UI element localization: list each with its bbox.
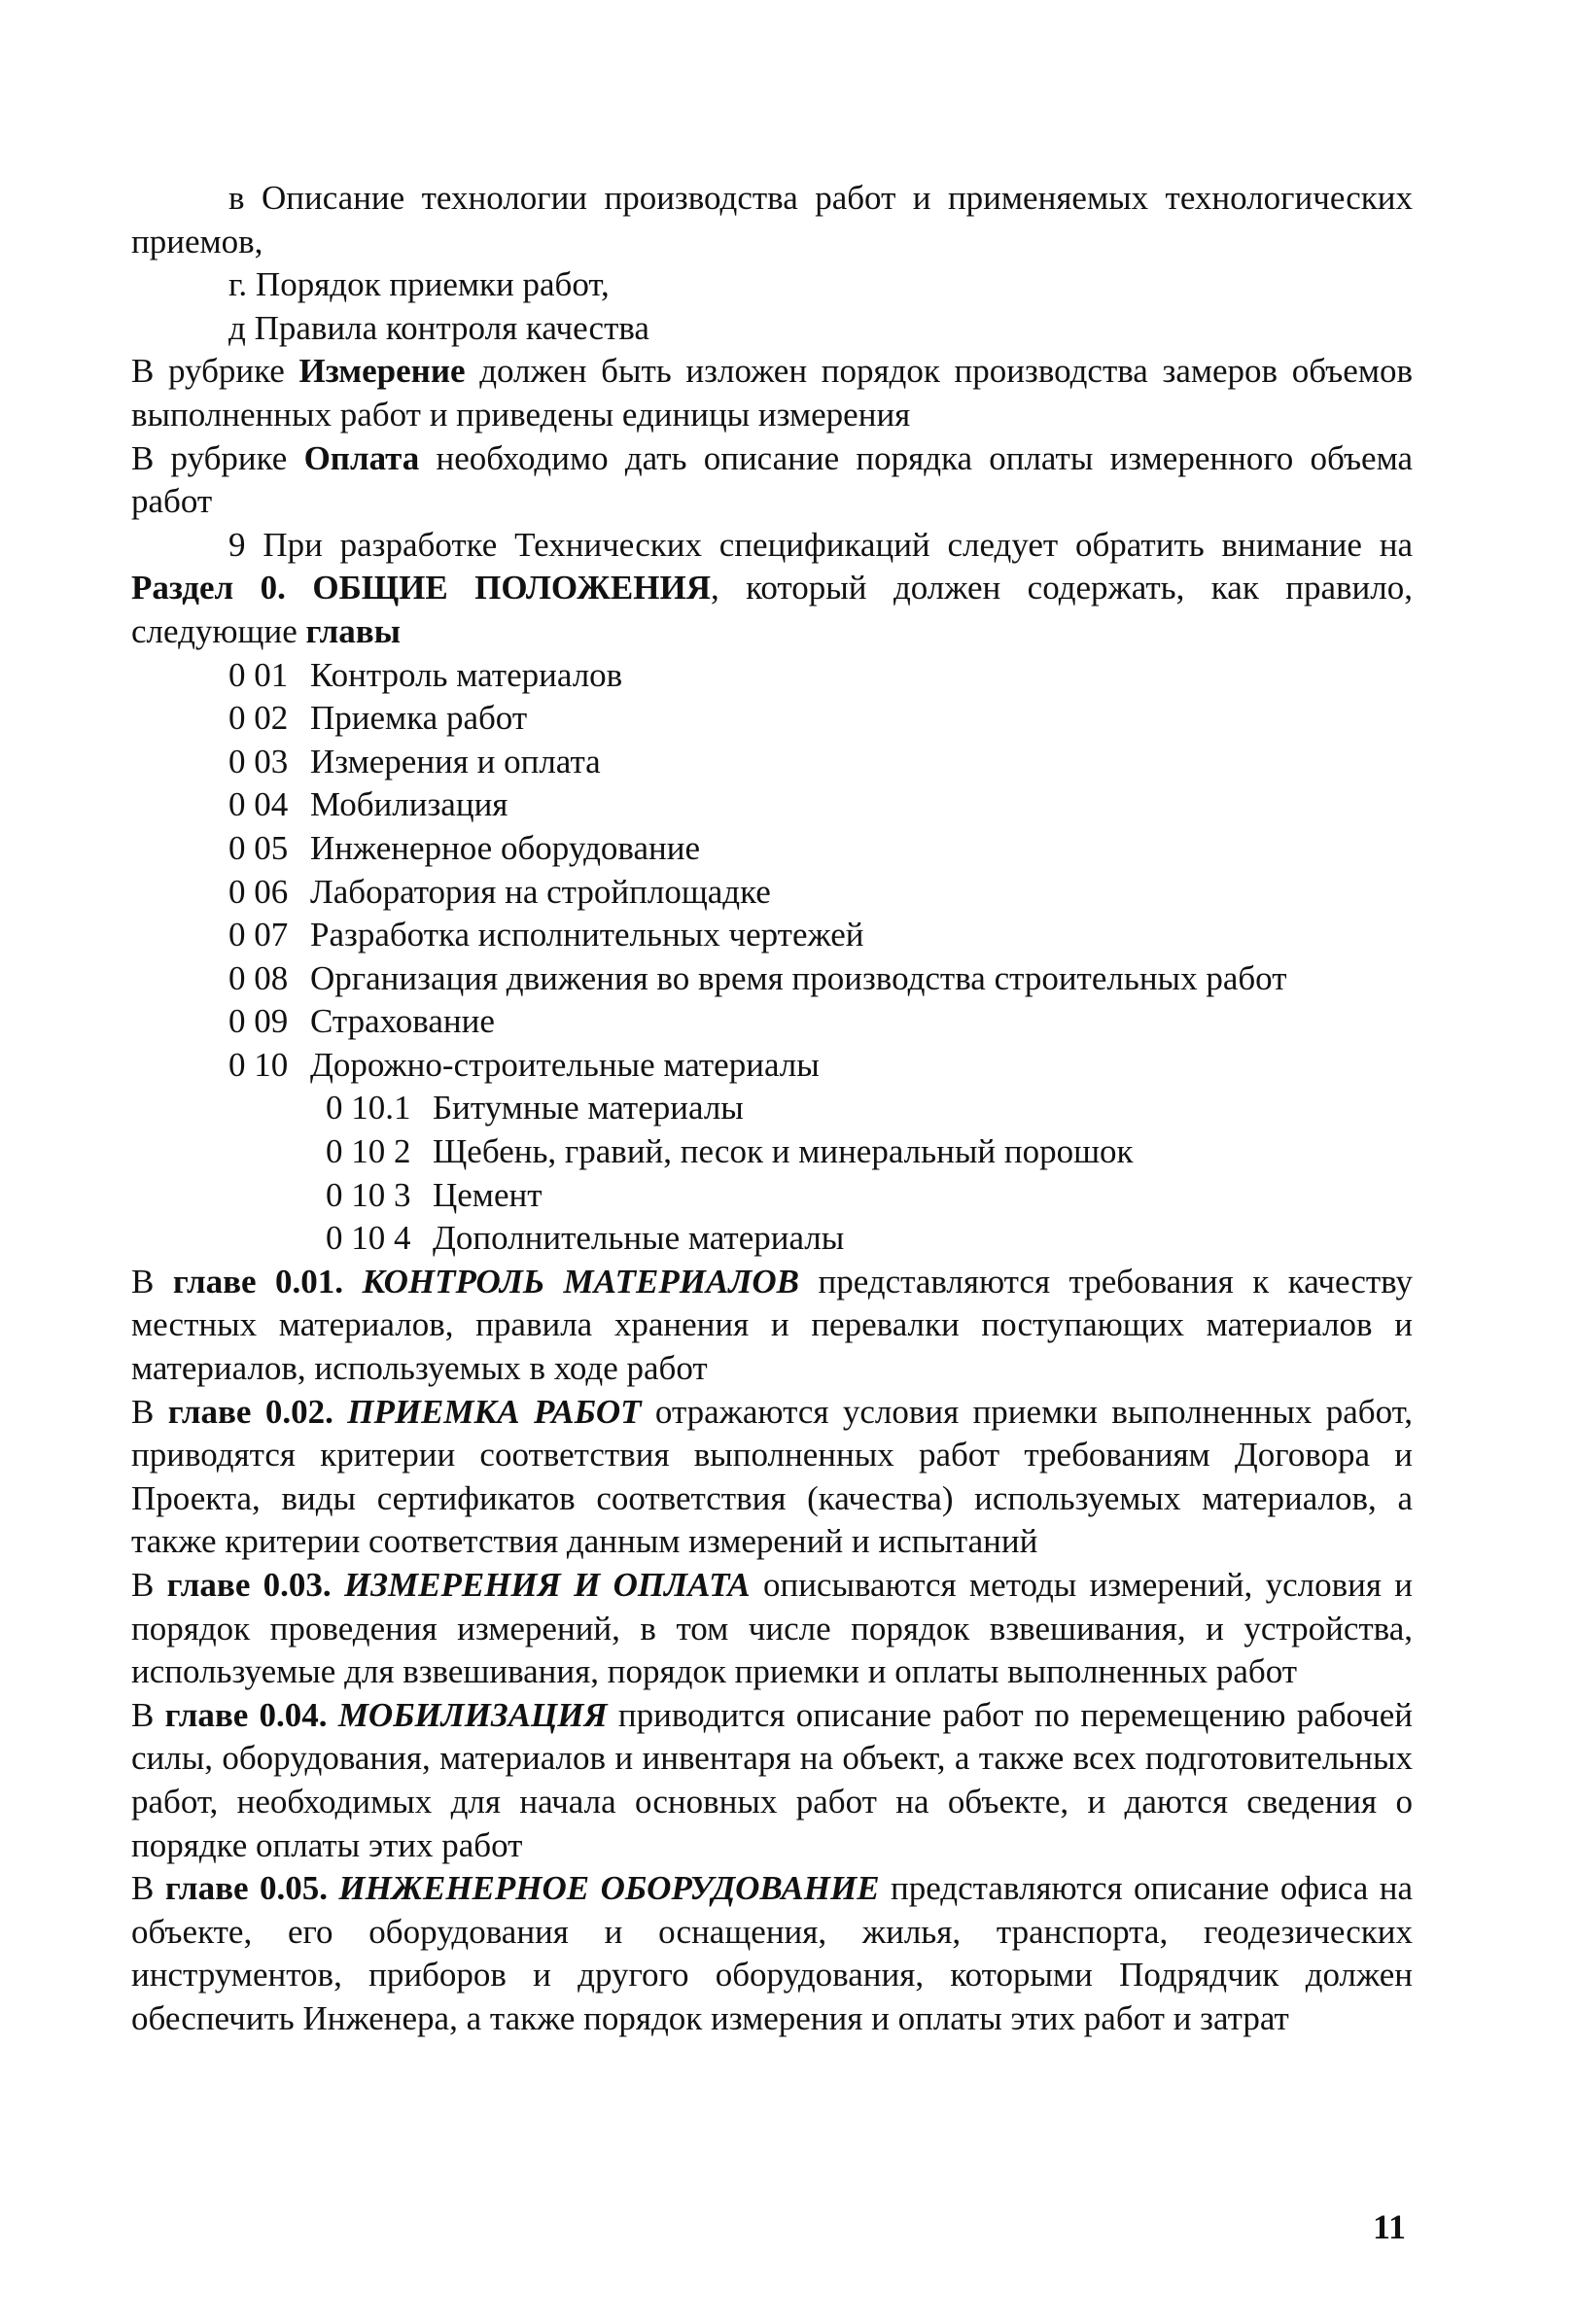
list-letter: г. [228,265,248,304]
chapters-word: главы [305,611,401,650]
toc-number: 0 04 [228,785,289,824]
paragraph-text: , который должен содержать, как правило, следующие [131,569,1413,650]
toc-number: 0 10.1 [326,1089,411,1127]
list-text: Порядок приемки работ, [255,265,610,304]
page-content [131,177,1413,2041]
rubric-text: необходимо дать описание порядка оплаты измеренного объема работ [131,438,1414,521]
chapter-text: представляются требования к качеству местных материалов, правила хранения и перевалки поступающих материалов и материалов, используемых в ходе работ [131,1262,1414,1388]
toc-item [131,827,1413,871]
paragraph-9 [131,524,1413,654]
toc-item [131,697,1413,741]
chapter-label: главе 0.04. [164,1695,328,1734]
toc-subitem [131,1087,1413,1130]
chapter-paragraph-0-04 [131,1694,1413,1867]
chapter-paragraph-0-05 [131,1867,1413,2040]
chapter-title: ИЗМЕРЕНИЯ И ОПЛАТА [343,1566,751,1604]
toc-item [131,1000,1413,1044]
toc-number: 0 07 [228,916,289,954]
page-number: 11 [1373,2207,1407,2246]
table-of-contents [131,654,1413,1261]
chapter-title: ПРИЕМКА РАБОТ [347,1392,642,1431]
toc-number: 0 06 [228,872,289,911]
toc-title: Приемка работ [310,699,528,738]
paragraph-number: 9 [228,525,246,564]
toc-title: Организация движения во время производства строительных работ [310,958,1287,997]
paragraph-text: При разработке Технических спецификаций следует обратить внимание на [263,525,1414,564]
toc-item [131,783,1413,827]
toc-item [131,871,1413,915]
toc-number: 0 01 [228,655,289,694]
chapter-title: МОБИЛИЗАЦИЯ [337,1695,608,1734]
list-text: Правила контроля качества [254,308,649,347]
toc-item [131,741,1413,784]
rubric-name: Оплата [303,438,420,477]
toc-number: 0 10 2 [326,1132,411,1171]
toc-number: 0 10 3 [326,1175,411,1214]
chapter-pre: В [131,1392,155,1431]
toc-subitem [131,1174,1413,1218]
toc-title: Измерения и оплата [310,742,601,780]
chapter-title: ИНЖЕНЕРНОЕ ОБОРУДОВАНИЕ [338,1869,880,1908]
toc-title: Битумные материалы [433,1089,744,1127]
list-letter: д [228,308,246,347]
toc-number: 0 03 [228,742,289,780]
chapter-text: приводится описание работ по перемещению рабочей силы, оборудования, материалов и инвентаря на объект, а также всех подготовительных работ, необходимых для начала основных работ на объекте, и даются сведения о порядке оплаты этих работ [131,1695,1413,1864]
toc-title: Дополнительные материалы [433,1219,845,1258]
chapter-paragraph-0-01 [131,1261,1413,1391]
toc-number: 0 09 [228,1002,289,1041]
rubric-pre: В рубрике [131,438,288,477]
toc-title: Разработка исполнительных чертежей [310,916,864,954]
list-letter: в [228,179,245,217]
toc-subitem [131,1130,1413,1174]
list-item-v [131,177,1413,263]
rubric-name: Измерение [298,352,466,391]
chapter-pre: В [131,1869,155,1908]
toc-title: Цемент [433,1175,543,1214]
toc-subitem [131,1217,1413,1261]
chapter-pre: В [131,1695,155,1734]
section-title: ОБЩИЕ ПОЛОЖЕНИЯ [312,569,711,607]
chapter-paragraph-0-03 [131,1564,1413,1694]
chapter-text: представляются описание офиса на объекте, его оборудования и оснащения, жилья, транспорта, геодезических инструментов, приборов и другого оборудования, которыми Подрядчик должен обеспечить Инженера, а также порядок измерения и оплаты этих работ и затрат [131,1869,1414,2037]
list-item-g [131,263,1413,307]
chapter-text: отражаются условия приемки выполненных работ, приводятся критерии соответствия выполненных работ требованиям Договора и Проекта, виды сертификатов соответствия (качества) используемых материалов, а также критерии соответствия данным измерений и испытаний [131,1392,1414,1561]
toc-title: Щебень, гравий, песок и минеральный порошок [433,1132,1134,1171]
toc-number: 0 05 [228,828,289,867]
section-label: Раздел 0. [131,569,286,607]
chapter-label: главе 0.02. [167,1392,333,1431]
toc-title: Страхование [310,1002,495,1041]
toc-number: 0 02 [228,699,289,738]
toc-number: 0 10 4 [326,1219,411,1258]
chapter-text: описываются методы измерений, условия и порядок проведения измерений, в том числе порядок взвешивания, и устройства, используемые для взвешивания, порядок приемки и оплаты выполненных работ [131,1566,1413,1691]
toc-number: 0 08 [228,958,289,997]
rubric-text: должен быть изложен порядок производства замеров объемов выполненных работ и приведены единицы измерения [131,352,1413,434]
rubric-pre: В рубрике [131,352,285,391]
toc-title: Мобилизация [310,785,508,824]
toc-title: Контроль материалов [310,655,623,694]
toc-title: Инженерное оборудование [310,828,701,867]
chapter-label: главе 0.05. [164,1869,328,1908]
list-item-d [131,307,1413,351]
chapter-label: главе 0.01. [172,1262,344,1301]
toc-item [131,1044,1413,1088]
rubric-payment-paragraph [131,437,1413,524]
chapter-pre: В [131,1566,155,1604]
toc-item [131,914,1413,957]
chapter-paragraph-0-02 [131,1391,1413,1564]
chapter-label: главе 0.03. [166,1566,332,1604]
toc-title: Лаборатория на стройплощадке [310,872,771,911]
chapter-pre: В [131,1262,155,1301]
rubric-measure-paragraph [131,350,1413,436]
toc-item [131,957,1413,1001]
toc-number: 0 10 [228,1045,289,1084]
list-text: Описание технологии производства работ и применяемых технологических приемов, [131,179,1414,260]
chapter-title: КОНТРОЛЬ МАТЕРИАЛОВ [362,1262,799,1301]
toc-item [131,654,1413,698]
toc-title: Дорожно-строительные материалы [310,1045,820,1084]
